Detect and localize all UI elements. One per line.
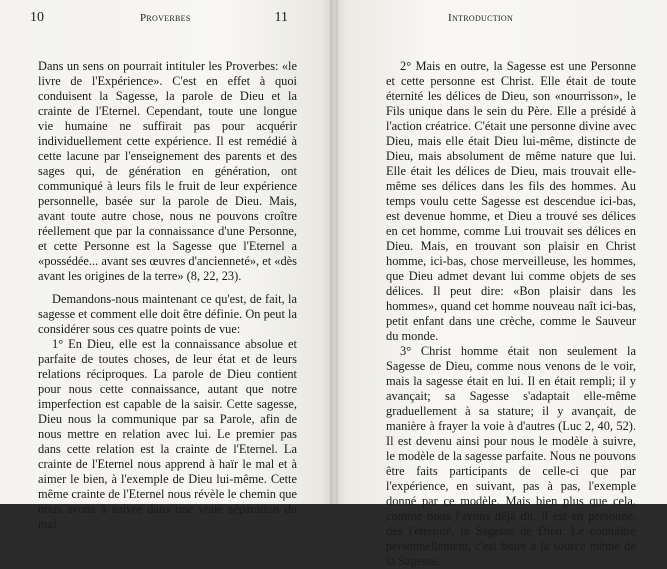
page-number-right: 11	[274, 10, 288, 25]
running-head-title-right: Introduction	[448, 12, 514, 24]
paragraph: 3° Christ homme était non seulement la Sagesse de Dieu, comme nous venons de le voir, mais la sagesse était en lui. Il en était rempli; il y avançait; sa Sagesse s'adaptait elle-même graduellement à sa stature; il y avançait, de manière à frayer la voie à d'autres (Luc 2, 40, 52). Il est devenu ainsi pour nous le modèle à suivre, le modèle de la sagesse parfaite. Nous ne pouvons être faits participants de celle-ci que par l'expérience, en suivant, pas à pas, l'exemple donné par ce modèle. Mais bien plus que cela, comme nous l'avons déjà dit, il est en personne, dès l'éternité, la Sagesse de Dieu. Le connaître personnellement, c'est boire à la source même de la Sagesse.	[386, 344, 636, 568]
paragraph: 2° Mais en outre, la Sagesse est une Personne et cette personne est Christ. Elle était de toute éternité les délices de Dieu, son «nourrisson», le Fils unique dans le sein du Père. Elle a présidé à l'action créatrice. C'était une personne divine avec Dieu, mais elle était Dieu lui-même, distincte de Dieu, mais absolument de même nature que lui. Elle était les délices de Dieu, mais trouvait elle-même ses délices dans les fils des hommes. Au temps voulu cette Sagesse est descendue ici-bas, est devenue homme, et Dieu a trouvé ses délices en cet homme, comme Lui trouvait ses délices en Dieu. Mais, en trouvant son plaisir en Christ homme, ici-bas, chose merveilleuse, les hommes, que Dieu admet devant lui comme objets de ses délices. Il peut dire: «Bon plaisir dans les hommes», quand cet homme nouveau naît ici-bas, petit enfant dans une crèche, comme le Sauveur du monde.	[386, 59, 636, 343]
page-number-left: 10	[30, 10, 44, 25]
left-page	[0, 0, 333, 531]
right-page-text	[386, 59, 636, 569]
paragraph: 1° En Dieu, elle est la connaissance absolue et parfaite de toutes choses, de leur état et de leurs relations réciproques. La parole de Dieu contient pour nous cette connaissance, autant que notre imperfection est capable de la saisir. Cette sagesse, Dieu nous la communique par sa Parole, afin de nous mettre en relation avec lui. Le premier pas dans cette relation est la crainte de l'Eternel. La crainte de l'Eternel nous apprend à haïr le mal et à aimer le bien, à l'exemple de Dieu lui-même. Cette même crainte de l'Eternel nous révèle le chemin que nous avons à suivre dans une vraie séparation du mal.	[38, 337, 297, 531]
book-gutter-shadow	[330, 0, 338, 504]
paragraph: Dans un sens on pourrait intituler les Proverbes: «le livre de l'Expérience». C'est en effet à quoi conduisent la Sagesse, la parole de Dieu et la crainte de l'Eternel. Cependant, toute une longue vie humaine ne suffirait pas pour acquérir individuellement cette expérience. Il est remédié à cette lacune par l'enseignement des parents et des sages qui, de génération en génération, ont communiqué à leurs fils le fruit de leur expérience personnelle, basée sur la parole de Dieu. Mais, avant toute autre chose, nous ne pouvons croître réellement que par la connaissance d'une Personne, et cette Personne est la Sagesse que l'Eternel a «possédée... avant ses œuvres d'ancienneté», et «dès avant les origines de la terre» (8, 22, 23).	[38, 59, 297, 283]
paragraph: Demandons-nous maintenant ce qu'est, de fait, la sagesse et comment elle doit être définie. On peut la considérer sous ces quatre points de vue:	[38, 292, 297, 336]
right-page	[274, 0, 667, 568]
running-head-title-left: Proverbes	[140, 12, 191, 24]
left-page-text	[38, 59, 297, 532]
